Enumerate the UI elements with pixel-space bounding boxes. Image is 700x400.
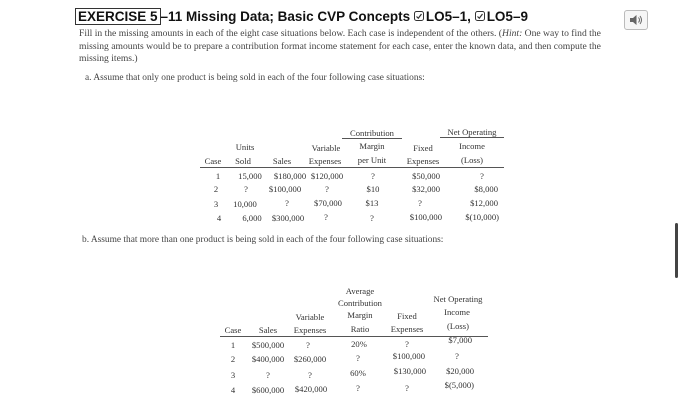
table-cell: $100,000 [409,212,442,222]
header-rule [440,137,504,138]
header-sold: Sold [235,156,251,166]
header-loss: (Loss) [447,321,469,331]
hint-text: One way to find the missing amounts would be to prepare a contribution format income statement for each case, enter the known data, and then compute the missing items.) [79,28,601,64]
table-cell: $100,000 [268,184,302,194]
header-case: Case [224,325,242,335]
table-cell: ? [244,184,248,194]
table-cell: ? [325,184,329,194]
table-cell: $260,000 [293,354,327,364]
instructions-text: Fill in the missing amounts in each of the eight case situations below. Each case is independent of the others. ( [79,28,503,39]
header-variable: Variable [295,312,325,322]
header-case: Case [204,156,222,166]
table-cell: $12,000 [470,198,498,208]
table-cell: $400,000 [251,354,285,364]
learning-objective-icon [475,11,485,21]
learning-objective-1[interactable] [414,9,471,24]
header-sales: Sales [272,156,292,166]
header-fixed-expenses: Expenses [390,324,424,334]
header-contribution: Contribution [350,128,394,138]
table-cell: $180,000 [273,171,307,181]
table-cell: $7,000 [448,335,472,345]
table-cell: 2 [213,184,219,194]
table-cell: 4 [216,213,222,223]
learning-objective-2-label: LO5–9 [486,8,528,24]
header-loss: (Loss) [461,155,483,165]
table-cell: ? [480,171,484,181]
table-cell: 6,000 [242,213,262,223]
table-cell: ? [285,198,289,208]
header-expenses: Expenses [293,325,327,335]
table-cell: ? [371,171,375,181]
header-fixed: Fixed [397,311,417,321]
table-cell: 3 [213,199,219,209]
exercise-label: EXERCISE 5 [75,8,161,25]
table-cell: 20% [351,339,367,349]
header-variable: Variable [311,143,341,153]
part-b-instruction: b. Assume that more than one product is being sold in each of the four following case situations: [82,235,444,245]
table-cell: ? [405,383,409,393]
table-cell: $120,000 [310,171,344,181]
header-net-operating: Net Operating [433,294,483,304]
table-cell: 1 [215,171,221,181]
table-cell: ? [266,370,270,380]
learning-objective-icon [414,11,424,21]
part-a-instruction: a. Assume that only one product is being sold in each of the four following case situations: [85,73,425,83]
audio-button[interactable] [624,10,648,30]
learning-objective-1-label: LO5–1, [425,8,471,24]
scrollbar[interactable] [675,223,678,278]
header-income: Income [444,307,470,317]
header-units: Units [235,142,255,152]
instructions [79,28,619,66]
hint-label: Hint: [502,28,523,39]
table-cell: $32,000 [412,184,440,194]
table-cell: $50,000 [412,171,440,181]
header-margin: Margin [347,310,373,320]
table-cell: $10 [366,184,380,194]
table-cell: ? [324,212,328,222]
exercise-title-text: –11 Missing Data; Basic CVP Concepts [160,9,411,24]
table-cell: $70,000 [314,198,342,208]
table-cell: $500,000 [251,340,285,350]
header-ratio: Ratio [350,324,370,334]
table-cell: $600,000 [251,385,285,395]
table-cell: ? [370,213,374,223]
table-cell: $420,000 [294,384,328,394]
table-cell: 10,000 [233,199,257,209]
table-cell: $(10,000) [465,212,499,222]
speaker-icon [629,14,643,26]
header-income: Income [459,141,485,151]
table-cell: ? [418,198,422,208]
table-cell: ? [306,340,310,350]
header-net-operating: Net Operating [447,127,497,137]
table-cell: ? [455,351,459,361]
learning-objective-2[interactable] [475,9,528,24]
table-cell: ? [356,383,360,393]
table-cell: $8,000 [474,184,498,194]
table-cell: $13 [365,198,379,208]
table-cell: 60% [350,368,366,378]
table-cell: ? [356,353,360,363]
table-cell: $20,000 [446,366,474,376]
table-cell: $130,000 [393,366,426,376]
table-cell: 3 [230,370,236,380]
header-rule [200,167,504,168]
header-fixed-expenses: Expenses [406,156,440,166]
header-fixed: Fixed [413,143,433,153]
table-cell: 15,000 [238,171,262,181]
header-expenses: Expenses [308,156,342,166]
table-cell: 2 [230,354,236,364]
table-cell: ? [308,370,312,380]
table-cell: 1 [230,340,236,350]
table-cell: 4 [230,385,236,395]
header-rule [342,138,402,139]
exercise-title [75,8,528,25]
header-contribution: Contribution [338,298,382,308]
table-cell: ? [405,339,409,349]
header-sales: Sales [258,325,278,335]
header-per-unit: per Unit [357,155,387,165]
table-cell: $100,000 [392,351,425,361]
header-average: Average [345,286,375,296]
header-margin: Margin [359,141,385,151]
table-cell: $(5,000) [444,380,474,390]
table-cell: $300,000 [271,213,305,223]
